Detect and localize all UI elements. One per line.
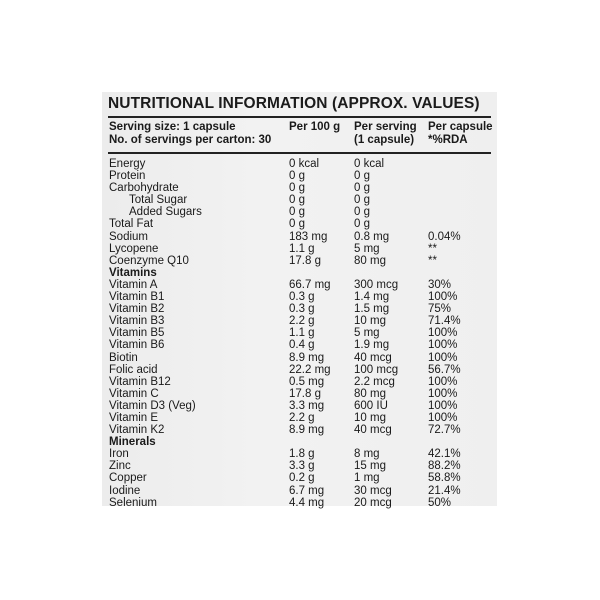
value-per-serving: 2.2 mcg [354,375,395,388]
serving-info [109,121,271,146]
nutrient-row [102,206,497,218]
value-rda: 30% [428,278,452,291]
nutrient-row [102,327,497,339]
nutrition-label-panel [102,92,497,509]
value-per-serving: 0.8 mg [354,230,390,243]
nutrient-name: Vitamin B2 [109,303,165,316]
value-per-serving: 0 g [354,218,370,231]
value-per-100g: 0.5 mg [289,375,325,388]
nutrient-name: Copper [109,472,147,485]
value-per-serving: 80 mg [354,387,386,400]
label-title: NUTRITIONAL INFORMATION (APPROX. VALUES) [108,95,480,112]
nutrient-name: Carbohydrate [109,182,179,195]
nutrient-row [102,400,497,412]
column-header-per-serving-line1: Per serving [354,121,417,133]
value-per-100g: 4.4 mg [289,496,325,509]
nutrient-row [102,485,497,497]
value-per-serving: 5 mg [354,242,380,255]
nutrient-name: Vitamin K2 [109,424,165,437]
value-per-serving: 15 mg [354,460,386,473]
value-per-serving: 1 mg [354,472,380,485]
nutrient-name: Vitamin D3 (Veg) [109,399,196,412]
nutrient-name: Zinc [109,460,131,473]
value-per-serving: 80 mg [354,254,386,267]
nutrient-name: Biotin [109,351,138,364]
value-per-100g: 8.9 mg [289,351,325,364]
value-per-serving: 8 mg [354,448,380,461]
nutrient-row [102,472,497,484]
value-rda: 100% [428,327,458,340]
value-rda: 42.1% [428,448,461,461]
value-per-100g: 8.9 mg [289,424,325,437]
value-rda: ** [428,242,437,255]
value-per-100g: 3.3 mg [289,399,325,412]
nutrient-row [102,231,497,243]
column-header-rda-line2: *%RDA [428,133,468,146]
value-rda: 100% [428,375,458,388]
value-per-serving: 1.5 mg [354,303,390,316]
nutrient-row [102,170,497,182]
value-per-100g: 3.3 g [289,460,315,473]
value-per-serving: 10 mg [354,315,386,328]
value-per-100g: 0 g [289,170,305,183]
value-per-100g: 0.3 g [289,291,315,304]
value-rda: 100% [428,339,458,352]
nutrient-row [102,376,497,388]
nutrient-row [102,243,497,255]
nutrient-name: Vitamin A [109,278,158,291]
value-per-100g: 0 g [289,182,305,195]
value-rda: 75% [428,303,452,316]
value-per-100g: 2.2 g [289,411,315,424]
nutrient-row [102,182,497,194]
value-per-serving: 20 mcg [354,496,392,509]
value-per-serving: 0 kcal [354,158,385,170]
nutrient-name: Vitamin B6 [109,339,165,352]
value-per-serving: 0 g [354,194,370,207]
nutrient-row [102,218,497,230]
value-per-100g: 0 g [289,218,305,231]
value-per-100g: 17.8 g [289,387,321,400]
value-per-100g: 183 mg [289,230,328,243]
value-rda: 56.7% [428,363,461,376]
value-per-100g: 17.8 g [289,254,321,267]
nutrient-row [102,339,497,351]
nutrient-row [102,412,497,424]
nutrient-name: Vitamin C [109,387,159,400]
section-heading-row [102,267,497,279]
value-rda: 0.04% [428,230,461,243]
value-per-100g: 1.1 g [289,327,315,340]
nutrient-name: Vitamin B3 [109,315,165,328]
value-per-serving: 30 mcg [354,484,392,497]
value-rda: 71.4% [428,315,461,328]
value-per-serving: 0 g [354,182,370,195]
nutrient-row [102,448,497,460]
value-per-100g: 6.7 mg [289,484,325,497]
value-per-100g: 2.2 g [289,315,315,328]
value-per-100g: 0 g [289,194,305,207]
nutrient-name: Selenium [109,496,157,509]
nutrient-row [102,315,497,327]
value-per-100g: 0 g [289,206,305,219]
nutrient-name: Added Sugars [129,206,202,219]
column-header-per-100g-label: Per 100 g [289,121,341,133]
value-per-100g: 66.7 mg [289,278,331,291]
header-divider [108,152,491,154]
value-per-100g: 22.2 mg [289,363,331,376]
section-heading-row [102,436,497,448]
nutrient-name: Minerals [109,436,156,449]
nutrient-row [102,194,497,206]
nutrient-name: Coenzyme Q10 [109,254,189,267]
nutrient-name: Sodium [109,230,148,243]
column-header-rda-line1: Per capsule [428,121,493,133]
value-per-100g: 0.3 g [289,303,315,316]
nutrient-name: Total Fat [109,218,154,231]
value-per-serving: 40 mcg [354,424,392,437]
value-per-100g: 0 kcal [289,158,320,170]
nutrient-name: Protein [109,170,146,183]
value-rda: 100% [428,291,458,304]
nutrient-name: Vitamin B1 [109,291,165,304]
value-per-serving: 10 mg [354,411,386,424]
value-rda: 58.8% [428,472,461,485]
value-rda: 100% [428,399,458,412]
column-header-per-serving [354,121,417,146]
value-rda: 21.4% [428,484,461,497]
nutrient-name: Folic acid [109,363,158,376]
value-rda: 72.7% [428,424,461,437]
value-per-100g: 1.1 g [289,242,315,255]
servings-per-carton: No. of servings per carton: 30 [109,133,272,146]
nutrient-name: Vitamin B5 [109,327,165,340]
value-per-serving: 1.9 mg [354,339,390,352]
title-divider [108,116,491,118]
nutrient-row [102,158,497,170]
nutrient-name: Lycopene [109,242,159,255]
value-rda: ** [428,254,437,267]
nutrient-row [102,255,497,267]
nutrient-name: Iron [109,448,129,461]
nutrient-row [102,364,497,376]
value-per-serving: 5 mg [354,327,380,340]
column-header-rda [428,121,493,146]
column-header-per-serving-line2: (1 capsule) [354,133,415,146]
nutrient-name: Vitamins [109,266,157,279]
value-per-serving: 40 mcg [354,351,392,364]
value-per-100g: 0.2 g [289,472,315,485]
value-per-serving: 0 g [354,206,370,219]
nutrient-row [102,424,497,436]
nutrient-row [102,497,497,509]
nutrient-row [102,303,497,315]
nutrient-row [102,291,497,303]
value-rda: 50% [428,496,452,509]
value-per-serving: 600 IU [354,399,388,412]
nutrient-name: Vitamin E [109,411,159,424]
value-rda: 100% [428,351,458,364]
nutrient-table [102,158,497,509]
value-per-100g: 0.4 g [289,339,315,352]
value-per-serving: 100 mcg [354,363,399,376]
nutrient-row [102,352,497,364]
value-per-serving: 1.4 mg [354,291,390,304]
nutrient-name: Total Sugar [129,194,188,207]
value-per-serving: 0 g [354,170,370,183]
nutrient-row [102,388,497,400]
serving-size: Serving size: 1 capsule [109,121,236,133]
value-per-100g: 1.8 g [289,448,315,461]
nutrient-name: Energy [109,158,146,170]
value-rda: 100% [428,387,458,400]
value-rda: 88.2% [428,460,461,473]
value-per-serving: 300 mcg [354,278,399,291]
nutrient-name: Vitamin B12 [109,375,171,388]
value-rda: 100% [428,411,458,424]
column-header-per-100g [289,121,340,134]
nutrient-row [102,279,497,291]
nutrient-row [102,460,497,472]
nutrient-name: Iodine [109,484,141,497]
